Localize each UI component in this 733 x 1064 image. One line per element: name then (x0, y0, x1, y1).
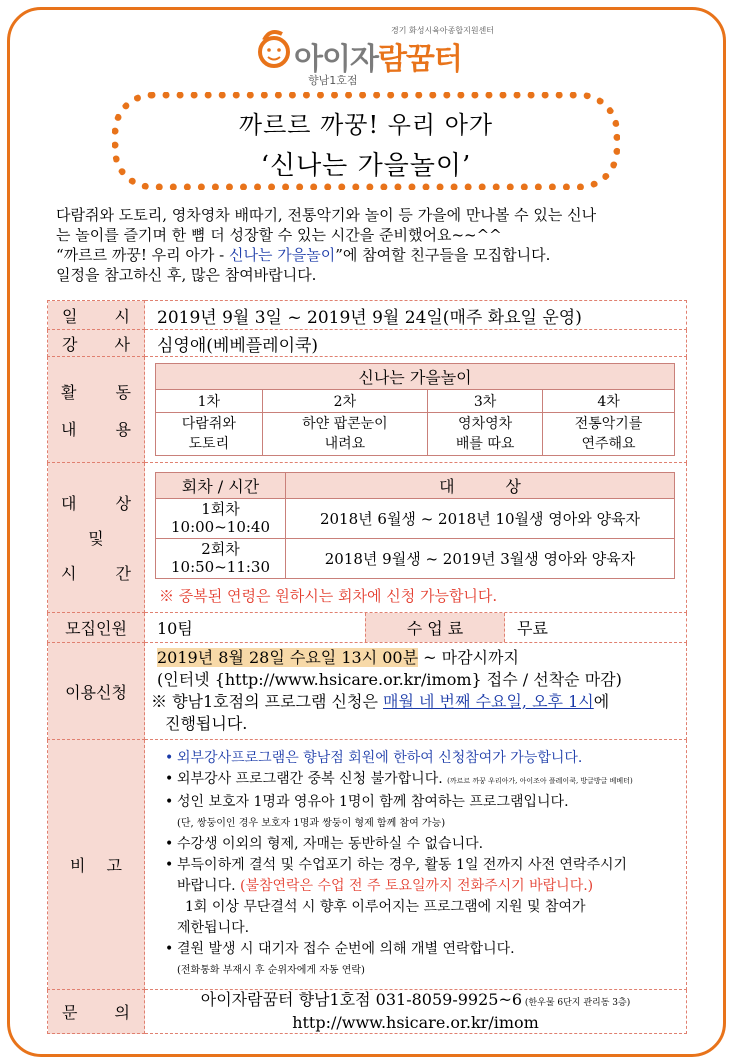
remark-3: • 성인 보호자 1명과 영유아 1명이 함께 참여하는 프로그램입니다. (165, 792, 686, 813)
remark-5-cont3: 제한됩니다. (177, 920, 250, 936)
row-apply (48, 643, 687, 740)
logo (256, 22, 496, 90)
row-instructor (48, 330, 687, 357)
activity-3: 영차영차 배를 따요 (428, 413, 543, 456)
label-fee: 수 업 료 (365, 613, 505, 642)
child-face-icon (256, 28, 292, 72)
label-target: 대 상 및 시 간 (48, 463, 145, 613)
row-schedule (48, 301, 687, 330)
activity-2: 하얀 팝콘눈이 내려요 (262, 413, 427, 456)
label-recruit: 모집인원 (48, 613, 145, 643)
target-cell (145, 463, 687, 613)
session-3: 3차 (428, 390, 543, 413)
page-title: 까르르 까꿍! 우리 아가 (238, 111, 494, 139)
label-remarks: 비 고 (48, 740, 145, 990)
label-activities: 활 동 내 용 (48, 357, 145, 463)
value-fee: 무료 (517, 619, 548, 638)
apply-schedule-link: 매월 네 번째 수요일, 오후 1시 (383, 692, 594, 711)
remark-3-sub: (단, 쌍둥이인 경우 보호자 1명과 쌍둥이 형제 함께 참여 가능) (177, 818, 446, 829)
remark-2: • 외부강사 프로그램간 중복 신청 불가합니다. (까르르 까꿍 우리아가, 아이조아 플레이쿡, 방글방글 베베터) (165, 769, 686, 792)
contact-url: http://www.hsicare.or.kr/imom (292, 1013, 539, 1032)
activities-header: 신나는 가을놀이 (156, 364, 675, 390)
activity-4: 전통악기를 연주해요 (543, 413, 675, 456)
target-col2: 대 상 (286, 472, 675, 498)
label-schedule: 일 시 (48, 301, 145, 330)
target-table (155, 472, 675, 579)
target-col1: 회차 / 시간 (156, 472, 286, 498)
row-remarks (48, 740, 687, 990)
value-schedule: 2019년 9월 3일 ~ 2019년 9월 24일(매주 화요일 운영) (145, 301, 687, 330)
remark-6-sub: (전화통화 부재시 후 순위자에게 자동 연락) (177, 965, 365, 976)
activities-cell (145, 357, 687, 463)
session-4: 4차 (543, 390, 675, 413)
label-apply: 이용신청 (48, 643, 145, 740)
remark-5-cont2: 1회 이상 무단결석 시 향후 이루어지는 프로그램에 지원 및 참여가 (185, 899, 586, 915)
logo-name: 아이자람꿈터 (294, 42, 462, 77)
logo-branch: 향남1호점 (308, 74, 358, 87)
remarks-cell (145, 740, 687, 990)
target-row-2: 2회차 10:50~11:30 2018년 9월생 ~ 2019년 3월생 영아와 양육자 (156, 538, 675, 578)
apply-cell: 2019년 8월 28일 수요일 13시 00분 ~ 마감시까지 (인터넷 {http://www.hsicare.or.kr/imom} 접수 / 선착순 마감) ※ 향남1호점의 프로그램 신청은 매월 네 번째 수요일, 오후 1시에 진행됩니다. (145, 643, 687, 740)
remark-5-cont: 바랍니다. (불참연락은 수업 전 주 토요일까지 전화주시기 바랍니다.) (177, 878, 594, 894)
label-instructor: 강 사 (48, 330, 145, 357)
remark-5: • 부득이하게 결석 및 수업포기 하는 경우, 활동 1일 전까지 사전 연락주시기 (165, 855, 686, 876)
value-recruit: 10팀 (157, 619, 193, 638)
activities-table (155, 363, 675, 456)
row-activities (48, 357, 687, 463)
remark-4: • 수강생 이외의 형제, 자매는 동반하실 수 없습니다. (165, 834, 686, 855)
intro-text: 다람쥐와 도토리, 영차영차 배따기, 전통악기와 놀이 등 가을에 만나볼 수 있는 신나 는 놀이를 즐기며 한 뼘 더 성장할 수 있는 시간을 준비했어요~~^^ “까르르 까꿍! 우리 아가 - 신나는 가을놀이”에 참여할 친구들을 모집합니다. 일정을 참고하신 후, 많은 참여바랍니다. (56, 206, 597, 284)
row-target (48, 463, 687, 613)
contact-phone: 아이자람꿈터 향남1호점 031-8059-9925~6 (200, 990, 523, 1009)
remark-1: • 외부강사프로그램은 향남점 회원에 한하여 신청참여가 가능합니다. (165, 748, 686, 769)
page-subtitle: ‘신나는 가을놀이’ (260, 151, 472, 181)
row-contact (48, 990, 687, 1034)
logo-subtitle: 경기 화성시육아종합지원센터 (391, 26, 495, 35)
target-note: ※ 중복된 연령은 원하시는 회차에 신청 가능합니다. (159, 586, 498, 605)
session-1: 1차 (156, 390, 263, 413)
session-2: 2차 (262, 390, 427, 413)
info-table (47, 300, 687, 1034)
row-recruit (48, 613, 687, 643)
remark-6: • 결원 발생 시 대기자 접수 순번에 의해 개별 연락합니다. (165, 939, 686, 960)
title-box (112, 92, 620, 190)
value-instructor: 심영애(베베플레이쿡) (145, 330, 687, 357)
contact-cell: 아이자람꿈터 향남1호점 031-8059-9925~6 (한우물 6단지 관리동 3층) http://www.hsicare.or.kr/imom (145, 990, 687, 1034)
label-contact: 문 의 (48, 990, 145, 1034)
activity-1: 다람쥐와 도토리 (156, 413, 263, 456)
target-row-1: 1회차 10:00~10:40 2018년 6월생 ~ 2018년 10월생 영아와 양육자 (156, 498, 675, 538)
